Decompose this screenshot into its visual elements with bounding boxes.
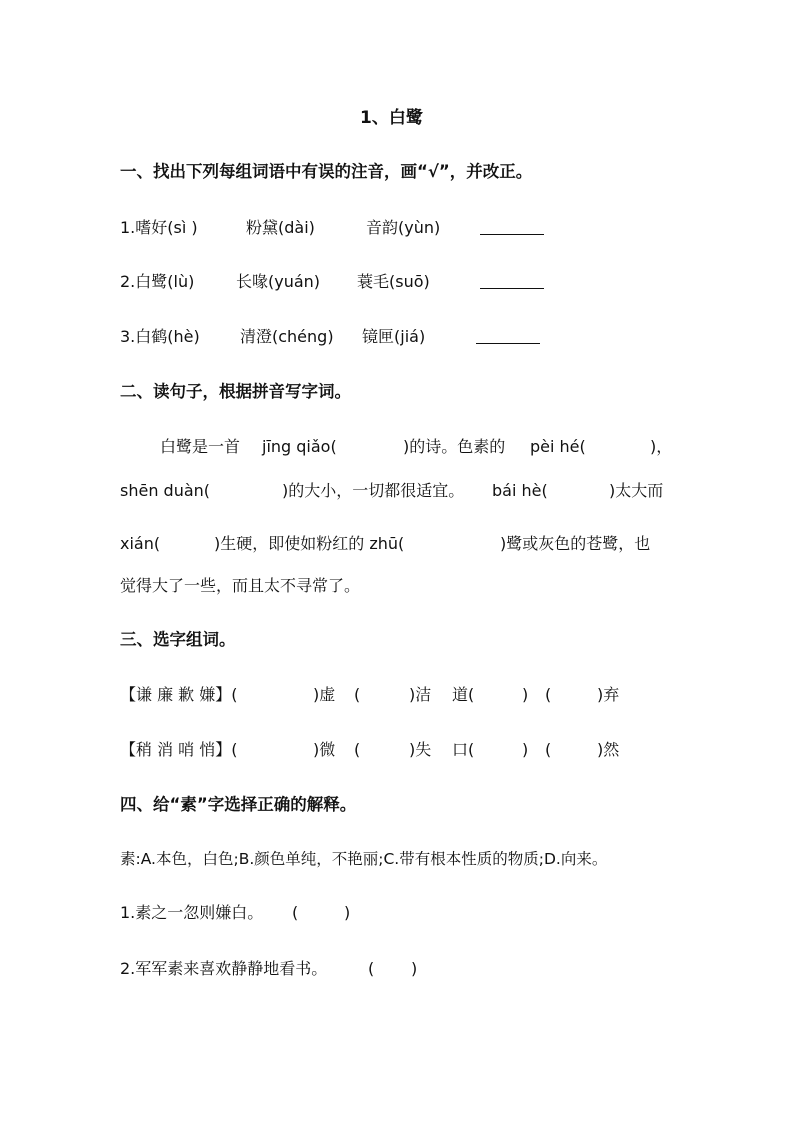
page-title: 1、白鹭 (360, 108, 423, 128)
definition-line: 素:A.本色，白色;B.颜色单纯，不艳丽;C.带有根本性质的物质;D.向来。 (120, 850, 608, 868)
s3-r2-p2: ( (354, 740, 361, 759)
s4-q2-text: 2.军军素来喜欢静静地看书。 (120, 959, 328, 978)
s1-r2-c2: 长喙(yuán) (236, 272, 321, 291)
s2-l2-c: bái hè( (492, 481, 548, 500)
answer-blank-1[interactable] (480, 220, 544, 235)
section-3-heading: 三、选字组词。 (120, 630, 236, 649)
s3-r2-group: 【稍 消 哨 悄】( (120, 740, 238, 759)
s2-l1-b: jīng qiǎo( (262, 437, 337, 456)
s1-r3-c3: 镜匣(jiá) (362, 327, 426, 346)
s4-q1-close: ) (344, 903, 351, 922)
s3-r1-group: 【谦 廉 歉 嫌】( (120, 685, 238, 704)
s3-r1-p2: ( (354, 685, 361, 704)
s3-r1-w4: )弃 (597, 685, 620, 704)
s1-r1-c1: 1.嗜好(sì ) (120, 218, 198, 237)
s1-r3-c2: 清澄(chéng) (240, 327, 334, 346)
s2-l2-d: )太大而 (609, 481, 664, 500)
s3-r1-w3: 道( (452, 685, 475, 704)
s3-r2-w4: )然 (597, 740, 620, 759)
s2-l1-d: pèi hé( (530, 437, 586, 456)
s1-r1-c3: 音韵(yùn) (366, 218, 441, 237)
s3-r1-w1: )虚 (313, 685, 336, 704)
s3-r1-w2: )洁 (409, 685, 432, 704)
s3-r1-p4: ( (545, 685, 552, 704)
answer-blank-3[interactable] (476, 329, 540, 344)
s4-q2-close: ) (411, 959, 418, 978)
s3-r1-p3: ) (522, 685, 529, 704)
s2-l2-a: shēn duàn( (120, 481, 211, 500)
s4-q2-open: ( (368, 959, 375, 978)
s3-r2-p4: ( (545, 740, 552, 759)
s2-l1-c: )的诗。色素的 (403, 437, 506, 456)
s2-l1-a: 白鹭是一首 (160, 437, 241, 456)
s3-r2-w1: )微 (313, 740, 336, 759)
s1-r1-c2: 粉黛(dài) (246, 218, 315, 237)
section-1-heading: 一、找出下列每组词语中有误的注音，画“√”，并改正。 (120, 162, 533, 181)
s2-l4: 觉得大了一些，而且太不寻常了。 (120, 576, 361, 595)
section-4-heading: 四、给“素”字选择正确的解释。 (120, 795, 357, 814)
s3-r2-p3: ) (522, 740, 529, 759)
answer-blank-2[interactable] (480, 274, 544, 289)
s1-r3-c1: 3.白鹤(hè) (120, 327, 200, 346)
s4-q1-open: ( (292, 903, 299, 922)
s4-q1-text: 1.素之一忽则嫌白。 (120, 903, 264, 922)
s2-l2-b: )的大小，一切都很适宜。 (282, 481, 465, 500)
s2-l3-b: )生硬，即使如粉红的 zhū( (214, 534, 405, 553)
section-2-heading: 二、读句子，根据拼音写字词。 (120, 382, 351, 401)
s3-r2-w2: )失 (409, 740, 432, 759)
s1-r2-c1: 2.白鹭(lù) (120, 272, 195, 291)
s2-l1-e: )， (650, 437, 673, 456)
s2-l3-a: xián( (120, 534, 161, 553)
s3-r2-w3: 口( (452, 740, 475, 759)
s1-r2-c3: 蓑毛(suō) (357, 272, 430, 291)
s2-l3-c: )鹭或灰色的苍鹭，也 (500, 534, 651, 553)
